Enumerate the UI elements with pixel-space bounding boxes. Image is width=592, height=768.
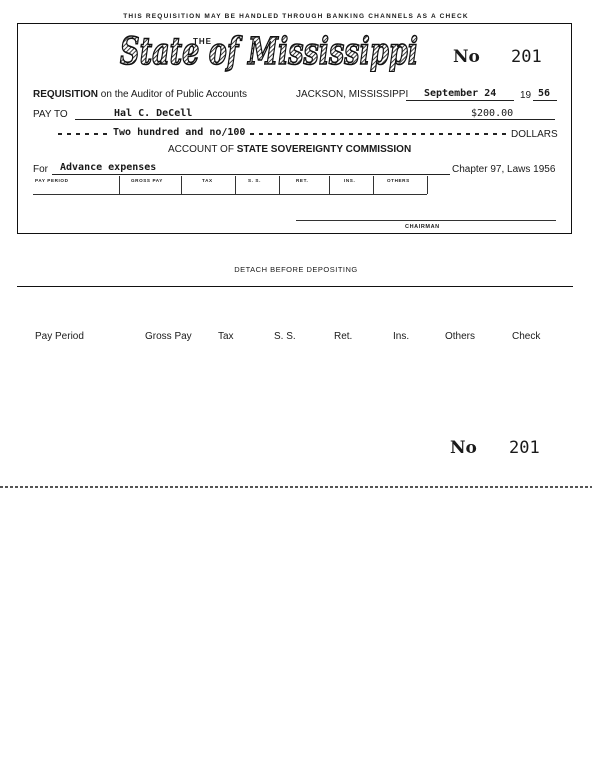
ledger-header: INS. bbox=[344, 178, 356, 183]
ledger-divider bbox=[119, 176, 120, 194]
account-label: ACCOUNT OF bbox=[168, 144, 234, 155]
banking-notice: THIS REQUISITION MAY BE HANDLED THROUGH BANKING CHANNELS AS A CHECK bbox=[123, 13, 469, 20]
stub-header: Tax bbox=[218, 331, 234, 342]
stub-header: S. S. bbox=[274, 331, 296, 342]
ledger-header: OTHERS bbox=[387, 178, 410, 183]
chapter-label: Chapter 97, Laws 1956 bbox=[452, 164, 556, 175]
chairman-signature-line bbox=[296, 220, 556, 221]
for-label: For bbox=[33, 164, 48, 175]
requisition-number: 201 bbox=[511, 47, 542, 67]
seal-the: THE bbox=[193, 37, 212, 46]
ledger-header: TAX bbox=[202, 178, 213, 183]
ledger-divider bbox=[279, 176, 280, 194]
stub-header: Others bbox=[445, 331, 476, 342]
detach-line bbox=[17, 286, 573, 287]
stub-header: Ins. bbox=[393, 331, 410, 342]
seal-name: State of Mississippi bbox=[120, 30, 418, 72]
stub-header: Check bbox=[512, 331, 541, 342]
detach-notice: DETACH BEFORE DEPOSITING bbox=[234, 265, 358, 274]
payee-name: Hal C. DeCell bbox=[114, 108, 193, 119]
ledger-divider bbox=[329, 176, 330, 194]
ledger-bottom-line bbox=[33, 194, 427, 195]
chairman-label: CHAIRMAN bbox=[405, 224, 440, 230]
amount-leader-left bbox=[58, 133, 110, 135]
requisition-label: REQUISITION bbox=[33, 89, 99, 100]
stub-header: Pay Period bbox=[35, 331, 84, 342]
number-mark: No bbox=[453, 47, 480, 67]
ledger-header: RET. bbox=[296, 178, 309, 183]
ledger-divider bbox=[181, 176, 182, 194]
amount-leader-right bbox=[250, 133, 508, 135]
ledger-divider bbox=[235, 176, 236, 194]
ledger-header: GROSS PAY bbox=[131, 178, 163, 183]
stub-header: Ret. bbox=[334, 331, 353, 342]
payee-amount: $200.00 bbox=[471, 108, 514, 119]
ledger-header: S. S. bbox=[248, 178, 261, 183]
requisition-text: on the Auditor of Public Accounts bbox=[100, 89, 248, 100]
stub-number: 201 bbox=[509, 438, 540, 458]
state-seal-logo bbox=[118, 30, 423, 77]
ledger-header: PAY PERIOD bbox=[35, 178, 69, 183]
year-prefix: 19 bbox=[520, 90, 532, 101]
pay-to-label: PAY TO bbox=[33, 109, 68, 120]
year-value: 56 bbox=[538, 88, 551, 99]
city-label: JACKSON, MISSISSIPPI bbox=[296, 89, 409, 100]
account-name: STATE SOVEREIGNTY COMMISSION bbox=[236, 144, 412, 155]
date-value: September 24 bbox=[424, 88, 497, 99]
requisition-line bbox=[33, 89, 247, 100]
ledger-divider bbox=[373, 176, 374, 194]
ledger-divider bbox=[427, 176, 428, 194]
account-line bbox=[168, 144, 411, 155]
purpose-value: Advance expenses bbox=[60, 162, 157, 173]
dollars-label: DOLLARS bbox=[511, 129, 558, 140]
torn-edge bbox=[0, 486, 592, 488]
written-amount: Two hundred and no/100 bbox=[113, 127, 246, 138]
stub-number-mark: No bbox=[450, 438, 477, 458]
stub-header: Gross Pay bbox=[145, 331, 192, 342]
